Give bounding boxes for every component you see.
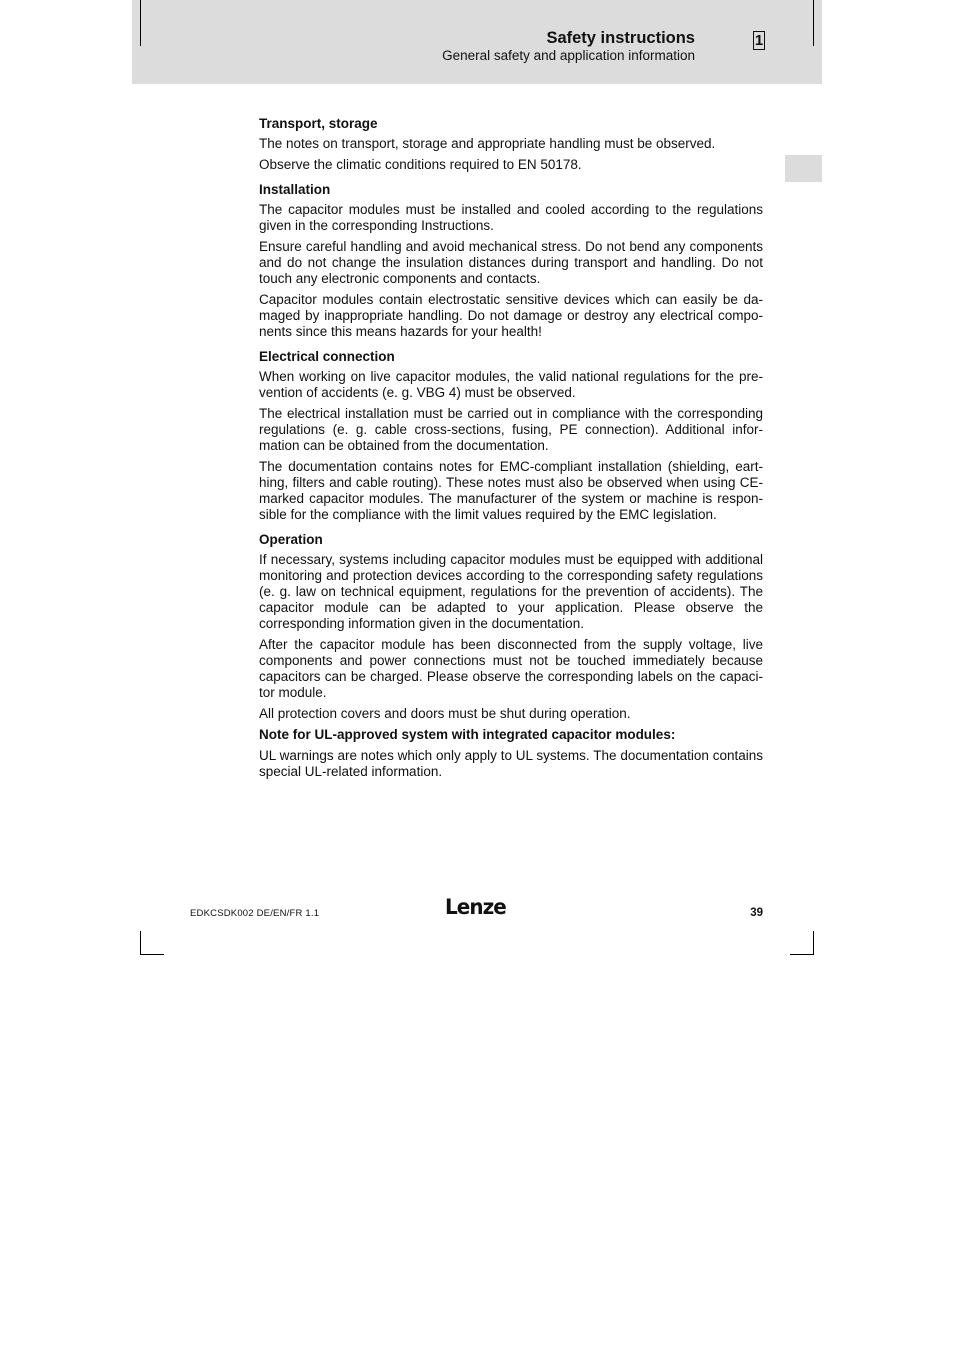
- paragraph: All protection covers and doors must be shut during operation.: [259, 706, 631, 721]
- header-title: Safety instructions: [546, 29, 695, 47]
- section-heading: Operation: [259, 532, 323, 547]
- section-heading: Transport, storage: [259, 116, 378, 131]
- main-content: [259, 115, 763, 788]
- footer-document-id: EDKCSDK002 DE/EN/FR 1.1: [190, 908, 320, 919]
- section-operation: [259, 531, 763, 780]
- crop-mark-bottom-left-vertical: [140, 931, 141, 955]
- section-electrical-connection: [259, 348, 763, 523]
- section-heading: Installation: [259, 182, 331, 197]
- header-band: [132, 0, 822, 84]
- crop-mark-bottom-right-horizontal: [790, 954, 814, 955]
- paragraph: Observe the climatic conditions required to EN 50178.: [259, 157, 582, 172]
- paragraph: Capacitor modules contain electrostatic sensitive devices which can easily be damaged by inappropriate handling. Do not damage or destroy any electrical components since this means hazards for your health!: [259, 292, 763, 339]
- section-installation: [259, 181, 763, 340]
- header-subtitle: General safety and application information: [442, 48, 695, 63]
- lenze-logo: Lenze: [445, 895, 506, 919]
- paragraph: The documentation contains notes for EMC-compliant installation (shielding, earthing, filters and cable routing). These notes must also be observed when using CE-marked capacitor modules. The manufacturer of the system or machine is responsible for the compliance with the limit values required by the EMC legislation.: [259, 459, 763, 522]
- crop-mark-bottom-right-vertical: [813, 931, 814, 955]
- chapter-side-tab: [785, 155, 822, 182]
- paragraph: After the capacitor module has been disconnected from the supply voltage, live components and power connections must not be touched immediately because capacitors can be charged. Please observe the corresponding labels on the capacitor module.: [259, 637, 763, 700]
- paragraph: The capacitor modules must be installed and cooled according to the regulations given in the corresponding Instructions.: [259, 202, 763, 233]
- paragraph: Ensure careful handling and avoid mechanical stress. Do not bend any components and do not change the insulation distances during transport and handling. Do not touch any electronic components and contacts.: [259, 239, 763, 286]
- paragraph: The electrical installation must be carried out in compliance with the corresponding regulations (e. g. cable cross-sections, fusing, PE connection). Additional information can be obtained from the documentation.: [259, 406, 763, 453]
- chapter-number-box: 1: [754, 32, 764, 49]
- paragraph: If necessary, systems including capacitor modules must be equipped with additional monitoring and protection devices according to the corresponding safety regulations (e. g. law on technical equipment, regulations for the prevention of accidents). The capacitor module can be adapted to your application. Please observe the corresponding information given in the documentation.: [259, 552, 763, 631]
- ul-note-heading: Note for UL-approved system with integrated capacitor modules:: [259, 727, 676, 742]
- paragraph: The notes on transport, storage and appropriate handling must be observed.: [259, 136, 716, 151]
- section-transport-storage: [259, 115, 763, 173]
- paragraph: When working on live capacitor modules, the valid national regulations for the prevention of accidents (e. g. VBG 4) must be observed.: [259, 369, 763, 400]
- crop-mark-bottom-left-horizontal: [140, 954, 164, 955]
- crop-mark-top-left: [140, 0, 141, 46]
- page-number: 39: [750, 907, 763, 919]
- section-heading: Electrical connection: [259, 349, 395, 364]
- crop-mark-top-right: [813, 0, 814, 46]
- ul-note-text: UL warnings are notes which only apply to UL systems. The documentation contains special UL-related information.: [259, 748, 763, 779]
